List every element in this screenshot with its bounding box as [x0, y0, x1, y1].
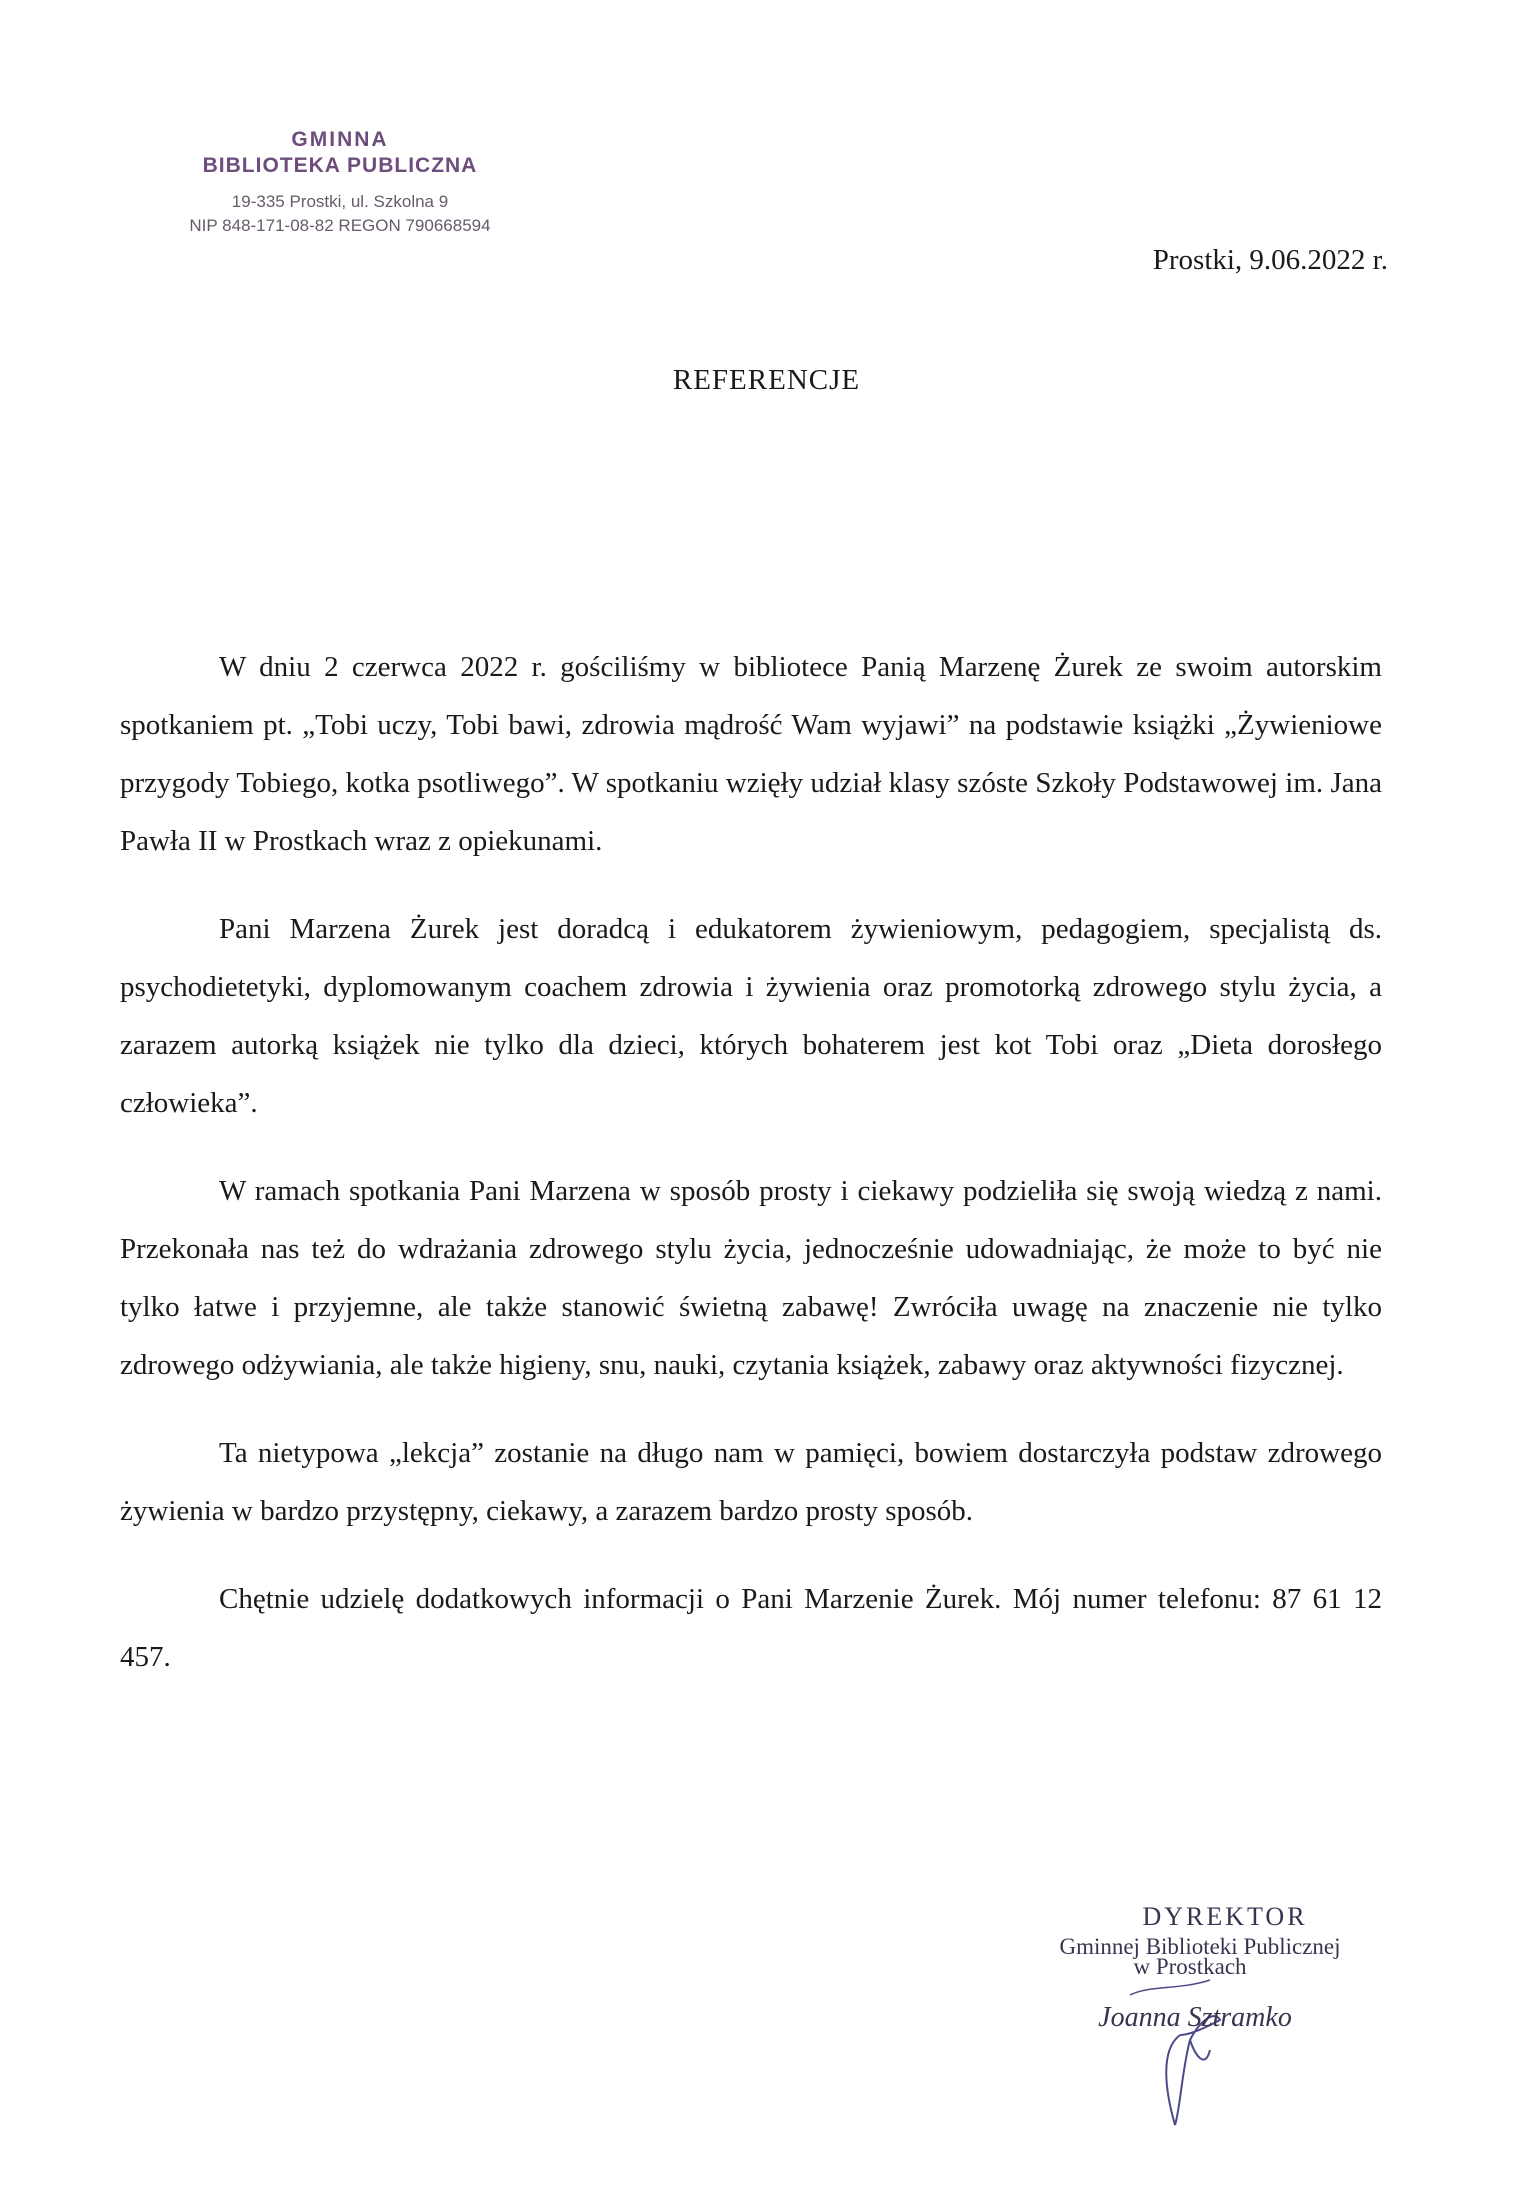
paragraph-1: W dniu 2 czerwca 2022 r. gościliśmy w bibliotece Panią Marzenę Żurek ze swoim autorskim spotkaniem pt. „Tobi uczy, Tobi bawi, zdrowia mądrość Wam wyjawi” na podstawie książki „Żywieniowe przygody Tobiego, kotka psotliwego”. W spotkaniu wzięły udział klasy szóste Szkoły Podstawowej im. Jana Pawła II w Prostkach wraz z opiekunami. — [120, 651, 1382, 857]
library-stamp — [130, 128, 550, 236]
signature-location: w Prostkach — [1133, 1954, 1247, 1979]
stamp-tax-ids: NIP 848-171-08-82 REGON 790668594 — [189, 216, 491, 235]
signature-institution: Gminnej Biblioteki Publicznej — [1059, 1934, 1341, 1959]
stamp-address: 19-335 Prostki, ul. Szkolna 9 — [231, 192, 449, 211]
stamp-line-1: GMINNA — [291, 128, 389, 151]
paragraph-4: Ta nietypowa „lekcja” zostanie na długo nam w pamięci, bowiem dostarczyła podstaw zdrowego żywienia w bardzo przystępny, ciekawy, a zarazem bardzo prosty sposób. — [120, 1437, 1382, 1527]
document-title: REFERENCJE — [672, 364, 861, 396]
signature-name: Joanna Sztramko — [1098, 2002, 1292, 2033]
paragraph-5: Chętnie udzielę dodatkowych informacji o Pani Marzenie Żurek. Mój numer telefonu: 87 61 12 457. — [120, 1583, 1382, 1673]
paragraph-2: Pani Marzena Żurek jest doradcą i edukatorem żywieniowym, pedagogiem, specjalistą ds. psychodietetyki, dyplomowanym coachem zdrowia i żywienia oraz promotorką zdrowego stylu życia, a zarazem autorką książek nie tylko dla dzieci, których bohaterem jest kot Tobi oraz „Dieta dorosłego człowieka”. — [120, 913, 1382, 1119]
stamp-line-2: BIBLIOTEKA PUBLICZNA — [202, 154, 478, 177]
signature-title: DYREKTOR — [1142, 1902, 1308, 1931]
director-signature-stamp — [1000, 1902, 1400, 2034]
letter-body — [120, 638, 1382, 1716]
document-date: Prostki, 9.06.2022 r. — [1152, 244, 1388, 276]
paragraph-3: W ramach spotkania Pani Marzena w sposób prosty i ciekawy podzieliła się swoją wiedzą z nami. Przekonała nas też do wdrażania zdrowego stylu życia, jednocześnie udowadniając, że może to być nie tylko łatwe i przyjemne, ale także stanowić świetną zabawę! Zwróciła uwagę na znaczenie nie tylko zdrowego odżywiania, ale także higieny, snu, nauki, czytania książek, zabawy oraz aktywności fizycznej. — [120, 1175, 1382, 1381]
